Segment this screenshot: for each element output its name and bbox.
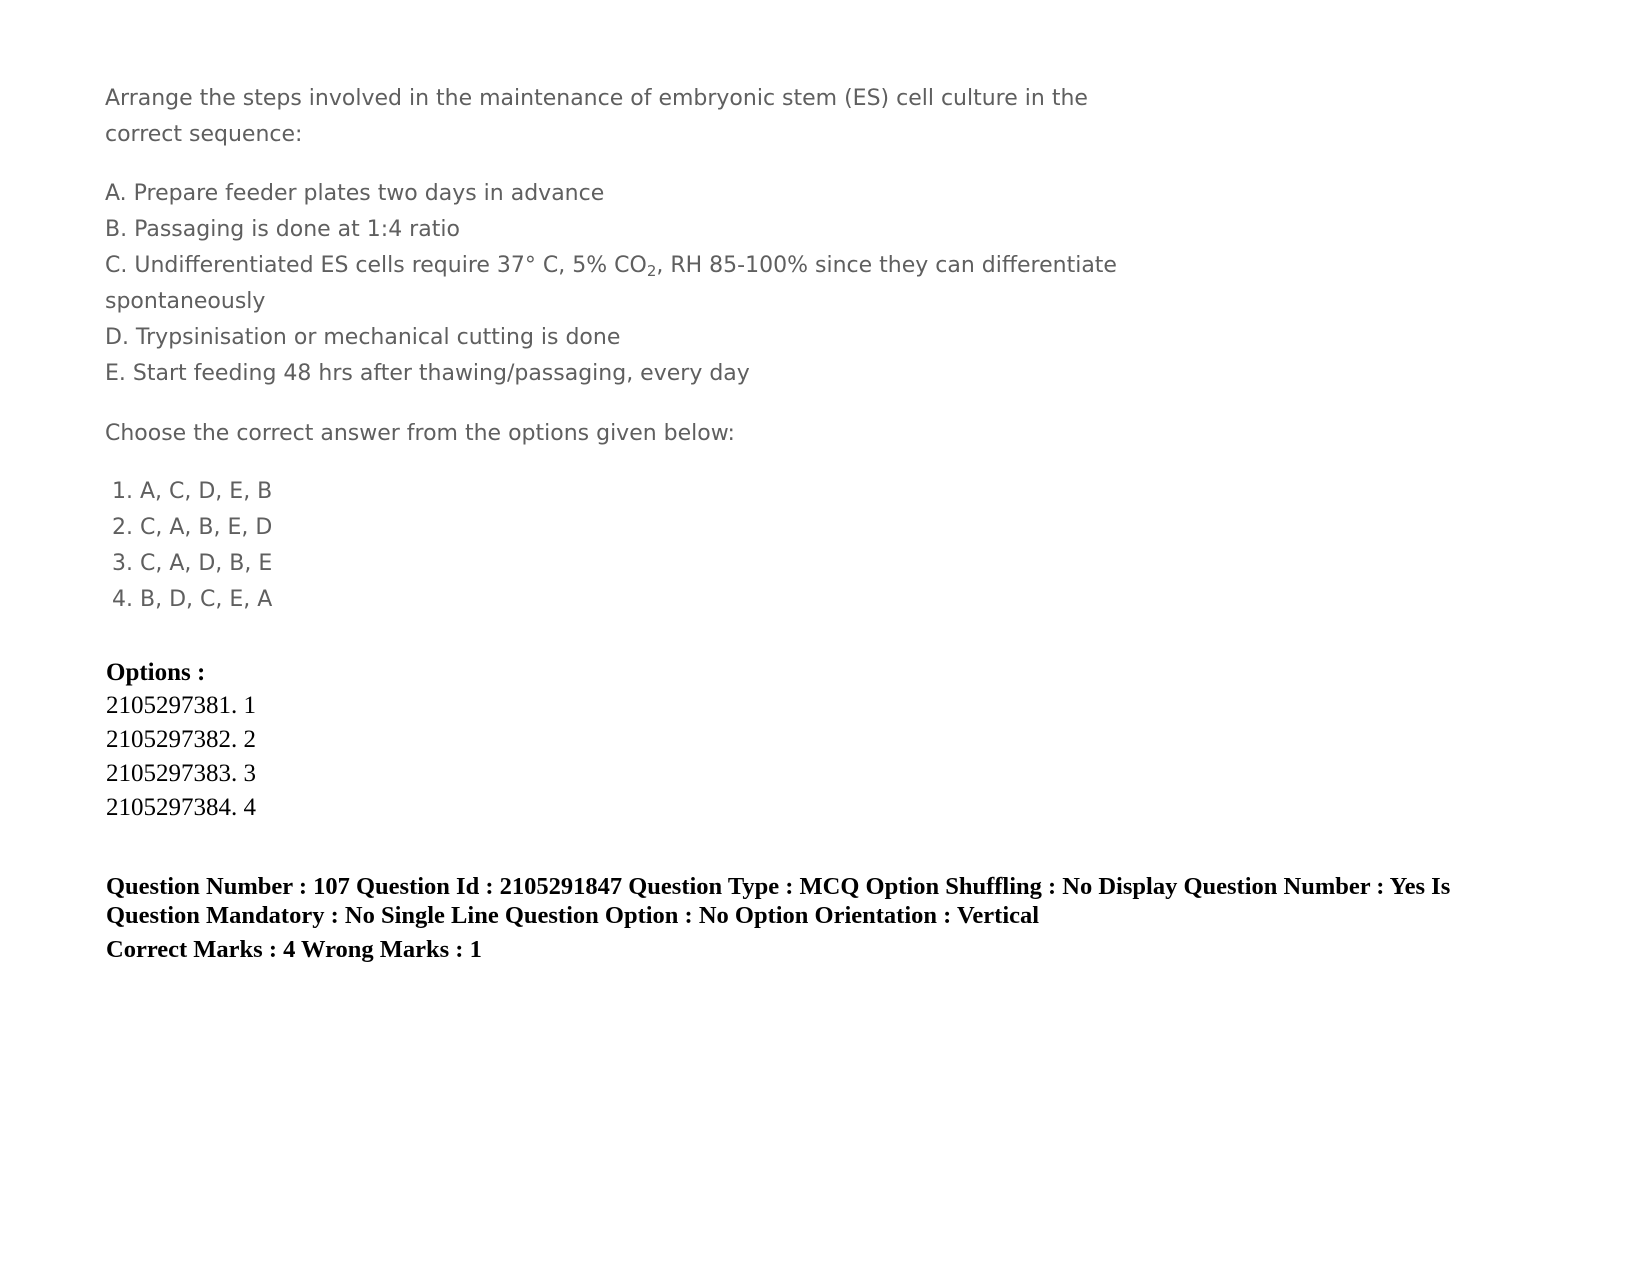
step-a: A. Prepare feeder plates two days in advance [105,181,605,206]
metadata-line-2: Question Mandatory : No Single Line Question Option : No Option Orientation : Vertical [106,902,1040,929]
marks-line: Correct Marks : 4 Wrong Marks : 1 [106,936,482,963]
step-c-subscript: 2 [646,262,657,280]
step-c [105,251,1117,281]
question-metadata [106,872,1546,964]
instruction-text: Choose the correct answer from the options given below: [105,421,735,446]
question-stem-line-2: correct sequence: [105,122,303,147]
step-c-continuation: spontaneously [105,289,266,314]
options-heading: Options : [106,659,206,686]
step-c-text: C. Undifferentiated ES cells require 37° C, 5% CO [105,253,647,278]
option-item: 2105297381. 1 [106,692,256,719]
step-d: D. Trypsinisation or mechanical cutting is done [105,325,621,350]
step-e: E. Start feeding 48 hrs after thawing/passaging, every day [105,361,750,386]
answer-choice: 4. B, D, C, E, A [112,587,273,612]
option-item: 2105297383. 3 [106,760,256,787]
answer-choice: 3. C, A, D, B, E [112,551,273,576]
answer-choice: 1. A, C, D, E, B [112,479,273,504]
step-b: B. Passaging is done at 1:4 ratio [105,217,460,242]
metadata-line-1: Question Number : 107 Question Id : 2105291847 Question Type : MCQ Option Shuffling : No Display Question Number : Yes Is [106,873,1451,900]
question-stem-line-1: Arrange the steps involved in the maintenance of embryonic stem (ES) cell culture in the [105,86,1088,111]
option-item: 2105297384. 4 [106,794,256,821]
option-item: 2105297382. 2 [106,726,256,753]
answer-choice: 2. C, A, B, E, D [112,515,273,540]
step-c-text-end: , RH 85-100% since they can differentiate [656,253,1117,278]
